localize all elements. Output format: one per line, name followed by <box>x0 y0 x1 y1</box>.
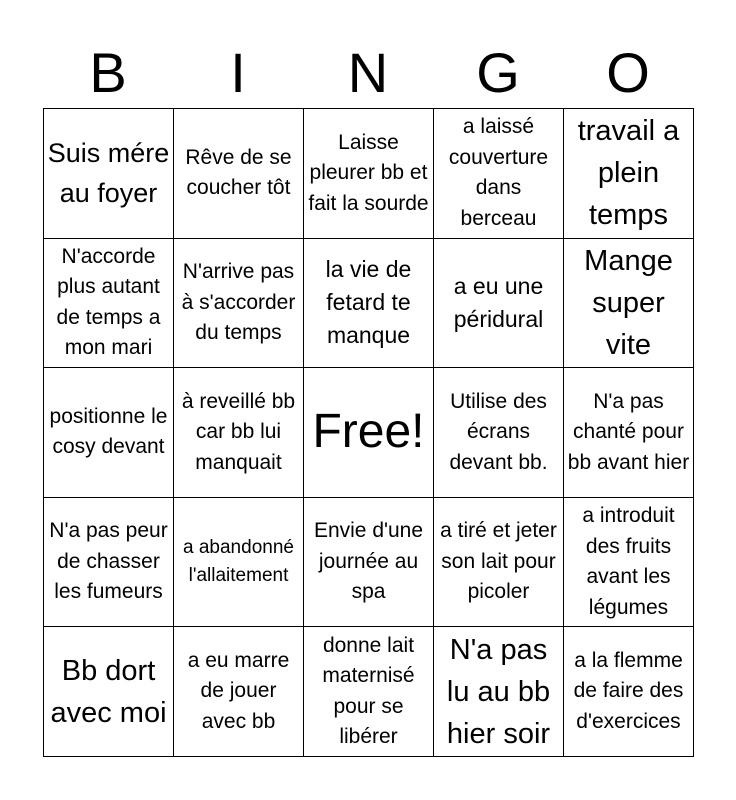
header-letter-b: B <box>89 41 127 104</box>
bingo-cell[interactable] <box>564 368 694 498</box>
bingo-cell[interactable] <box>564 627 694 757</box>
header-letter-g: G <box>476 41 520 104</box>
bingo-cell[interactable] <box>174 109 304 239</box>
cell-text: a eu marre de jouer avec bb <box>187 648 290 733</box>
cell-text: à reveillé bb car bb lui manquait <box>181 389 296 474</box>
bingo-cell[interactable] <box>174 498 304 628</box>
cell-text: a la flemme de faire des d'exercices <box>573 648 684 733</box>
cell-text: Rêve de se coucher tôt <box>185 145 292 200</box>
bingo-cell[interactable] <box>564 239 694 369</box>
cell-text: N'arrive pas à s'accorder du temps <box>181 260 296 345</box>
bingo-cell[interactable] <box>44 498 174 628</box>
cell-text: donne lait maternisé pour se libérer <box>322 633 415 749</box>
cell-text: a abandonné l'allaitement <box>183 537 294 587</box>
cell-text: travail a plein temps <box>577 115 680 232</box>
cell-text: a introduit des fruits avant les légumes <box>582 504 675 619</box>
cell-text: Suis mére au foyer <box>47 138 170 209</box>
bingo-header <box>43 38 693 108</box>
bingo-cell[interactable] <box>304 627 434 757</box>
cell-text: a eu une péridural <box>453 272 544 332</box>
header-letter-n: N <box>347 41 389 104</box>
cell-text: positionne le cosy devant <box>49 404 168 459</box>
cell-text: Mange super vite <box>584 244 673 361</box>
free-text: Free! <box>312 405 425 459</box>
bingo-cell[interactable] <box>434 627 564 757</box>
bingo-cell[interactable] <box>44 239 174 369</box>
cell-text: Laisse pleurer bb et fait la sourde <box>308 130 429 215</box>
header-letter-i: I <box>230 41 246 104</box>
bingo-free-cell[interactable] <box>304 368 434 498</box>
bingo-cell[interactable] <box>434 368 564 498</box>
bingo-cell[interactable] <box>564 498 694 628</box>
bingo-cell[interactable] <box>434 109 564 239</box>
header-letter-o: O <box>606 41 650 104</box>
bingo-cell[interactable] <box>434 239 564 369</box>
bingo-cell[interactable] <box>304 109 434 239</box>
cell-text: N'accorde plus autant de temps a mon mari <box>56 244 161 360</box>
bingo-cell[interactable] <box>44 627 174 757</box>
cell-text: la vie de fetard te manque <box>325 256 412 349</box>
bingo-cell[interactable] <box>44 109 174 239</box>
cell-text: Utilise des écrans devant bb. <box>449 389 548 474</box>
bingo-cell[interactable] <box>304 239 434 369</box>
cell-text: a tiré et jeter son lait pour picoler <box>440 519 557 604</box>
cell-text: Envie d'une journée au spa <box>313 519 424 604</box>
cell-text: N'a pas lu au bb hier soir <box>446 633 551 750</box>
cell-text: N'a pas chanté pour bb avant hier <box>567 389 690 474</box>
bingo-cell[interactable] <box>44 368 174 498</box>
bingo-cell[interactable] <box>434 498 564 628</box>
bingo-cell[interactable] <box>304 498 434 628</box>
bingo-cell[interactable] <box>174 627 304 757</box>
cell-text: Bb dort avec moi <box>50 654 167 729</box>
cell-text: a laissé couverture dans berceau <box>448 115 549 230</box>
bingo-cell[interactable] <box>174 368 304 498</box>
bingo-cell[interactable] <box>174 239 304 369</box>
bingo-cell[interactable] <box>564 109 694 239</box>
cell-text: N'a pas peur de chasser les fumeurs <box>49 519 168 604</box>
bingo-board <box>43 108 694 757</box>
